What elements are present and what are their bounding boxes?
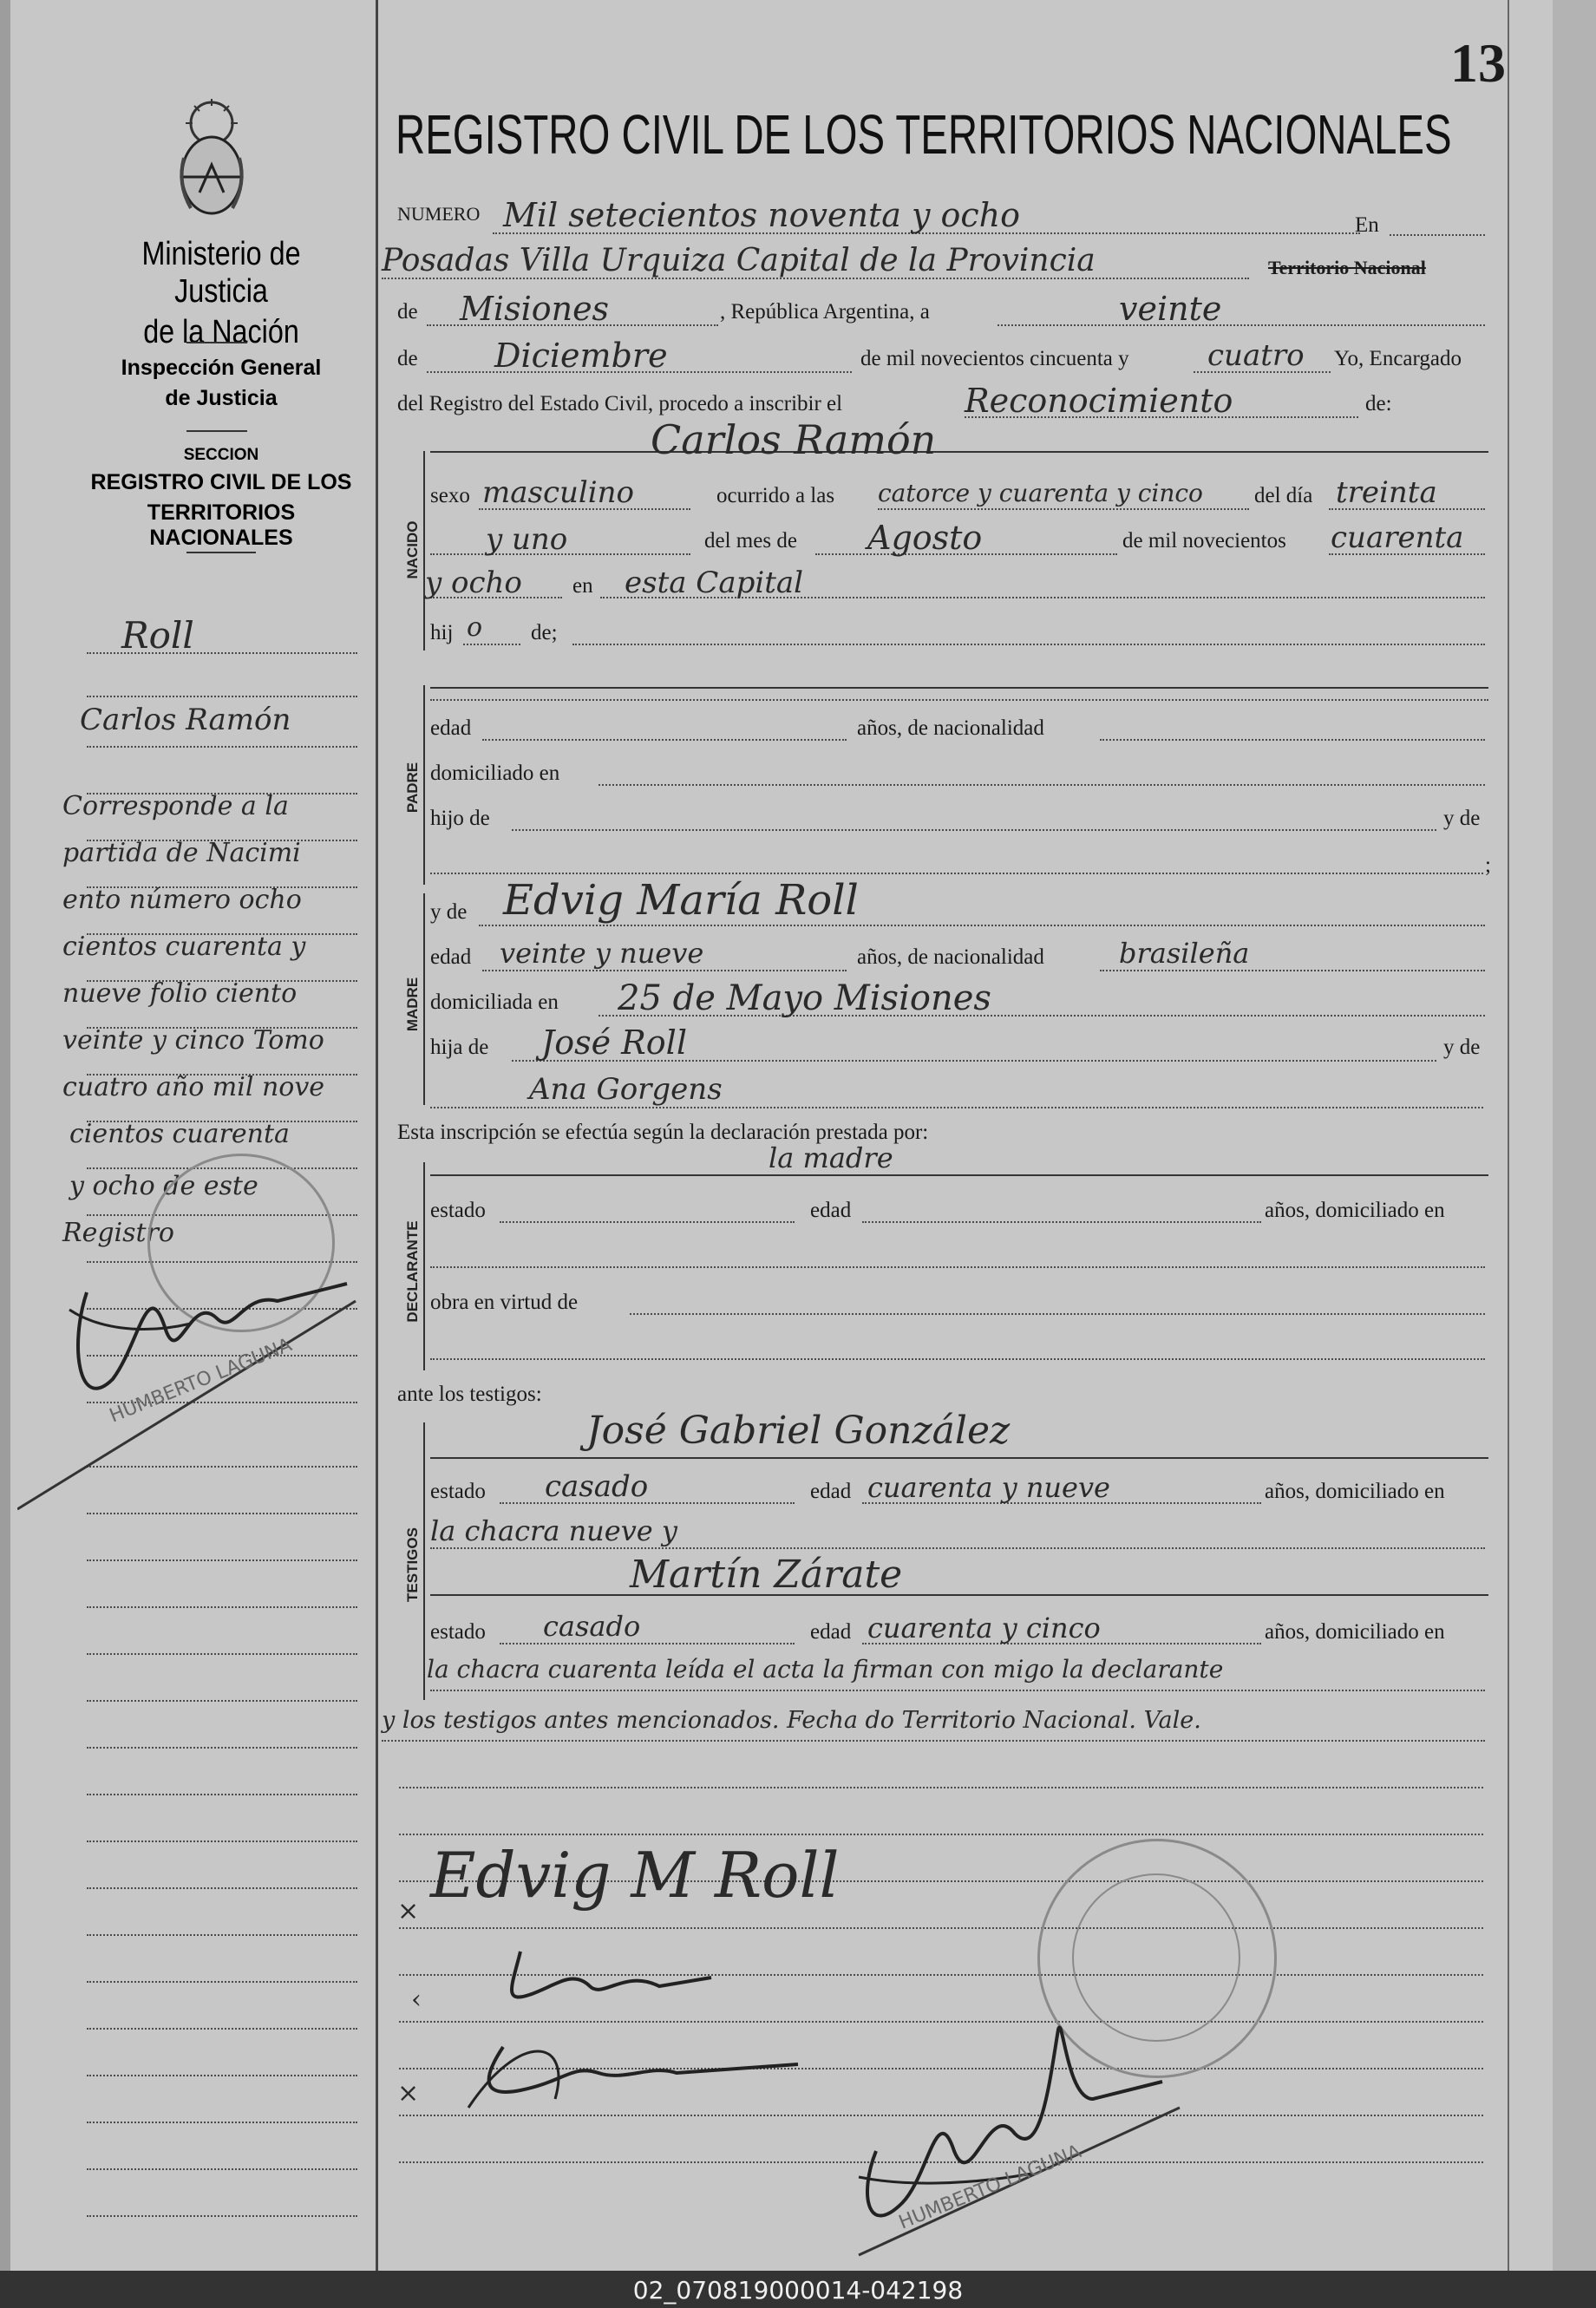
declarante-bracket <box>423 1162 425 1370</box>
nacido-bracket <box>423 451 425 651</box>
form-title: REGISTRO CIVIL DE LOS TERRITORIOS NACIONALES <box>396 103 1452 166</box>
location-value[interactable]: Posadas Villa Urquiza Capital de la Provincia <box>382 243 1096 278</box>
territory-value[interactable]: Misiones <box>460 290 610 328</box>
madre-domiciliada-label: domiciliada en <box>430 991 559 1014</box>
witness1-estado-value[interactable]: casado <box>545 1469 649 1504</box>
mother-father-value[interactable]: José Roll <box>541 1023 687 1062</box>
hour-value[interactable]: catorce y cuarenta y cinco <box>878 479 1203 507</box>
section-name: REGISTRO CIVIL DE LOS <box>90 470 352 494</box>
inspection-name-line2: de Justicia <box>165 386 278 410</box>
margin-note-line: partida de Nacimi <box>62 838 301 868</box>
padre-hijo-de-label: hijo de <box>430 807 490 830</box>
padre-domiciliado-label: domiciliado en <box>430 762 560 785</box>
madre-edad-label: edad <box>430 945 472 969</box>
year-label: de mil novecientos cincuenta y <box>860 347 1129 370</box>
en-place-label: en <box>572 574 593 598</box>
padre-anios-label: años, de nacionalidad <box>857 716 1044 740</box>
signature-mark: × <box>397 2078 420 2109</box>
mother-address-value[interactable]: 25 de Mayo Misiones <box>618 978 991 1018</box>
svg-text:HUMBERTO LAGUNA: HUMBERTO LAGUNA <box>895 2141 1085 2234</box>
de-label: de <box>397 347 418 370</box>
page-number: 13 <box>1450 32 1506 94</box>
witness1-edad-label: edad <box>810 1480 852 1503</box>
madre-anios-label: años, de nacionalidad <box>857 945 1044 969</box>
year-value[interactable]: cuatro <box>1207 338 1305 373</box>
margin-note-line: cuatro año mil nove <box>62 1072 325 1102</box>
margin-note-line: nueve folio ciento <box>62 978 298 1009</box>
inspection-name: Inspección General <box>121 356 322 380</box>
svg-text:HUMBERTO LAGUNA: HUMBERTO LAGUNA <box>106 1334 296 1428</box>
witness1-edad-value[interactable]: cuarenta y nueve <box>867 1471 1110 1504</box>
section-madre-label: MADRE <box>404 977 421 1032</box>
witness2-estado-value[interactable]: casado <box>543 1610 641 1643</box>
footer-bar <box>0 2271 1596 2308</box>
closing-line-value[interactable]: y los testigos antes mencionados. Fecha do Territorio Nacional. Vale. <box>382 1707 1201 1734</box>
section-testigos-label: TESTIGOS <box>404 1527 421 1602</box>
de-label: de <box>397 300 418 324</box>
padre-edad-label: edad <box>430 716 472 740</box>
margin-surname: Roll <box>121 614 194 657</box>
ministry-heading <box>78 236 364 351</box>
page-edge <box>1553 0 1596 2271</box>
margin-note-line: Corresponde a la <box>62 791 289 821</box>
testigos-label: ante los testigos: <box>397 1383 542 1406</box>
footer-id: 02_070819000014-042198 <box>632 2276 964 2305</box>
margin-note-line: ento número ocho <box>62 885 302 915</box>
declarante-estado-label: estado <box>430 1199 486 1222</box>
mother-nationality-value[interactable]: brasileña <box>1119 937 1250 970</box>
mother-name-value[interactable]: Edvig María Roll <box>503 876 859 925</box>
testigos-bracket <box>423 1422 425 1700</box>
ministry-name: Ministerio de Justicia <box>141 236 301 310</box>
ocurrido-label: ocurrido a las <box>716 484 835 507</box>
hijo-label: hij <box>430 621 454 644</box>
witness1-name-value[interactable]: José Gabriel González <box>586 1409 1011 1453</box>
section-declarante-label: DECLARANTE <box>404 1220 421 1323</box>
madre-hija-de-label: hija de <box>430 1036 489 1059</box>
numero-value[interactable]: Mil setecientos noventa y ocho <box>503 196 1021 234</box>
declarante-anios-label: años, domiciliado en <box>1265 1199 1445 1222</box>
hijo-de-label: de; <box>531 621 558 644</box>
registrar-signature <box>833 1978 1197 2264</box>
madre-y-de-label-2: y de <box>1443 1036 1481 1059</box>
heading-divider <box>186 552 256 553</box>
section-label: SECCION <box>183 446 259 464</box>
witness2-name-value[interactable]: Martín Zárate <box>630 1553 903 1597</box>
witness1-anios-label: años, domiciliado en <box>1265 1480 1445 1503</box>
right-margin-rule <box>1508 0 1509 2271</box>
column-divider <box>376 0 378 2271</box>
year-birth-value[interactable]: cuarenta <box>1331 520 1464 555</box>
child-name-value[interactable]: Carlos Ramón <box>651 416 937 463</box>
de-colon-label: de: <box>1365 392 1392 415</box>
margin-signature <box>17 1240 364 1518</box>
inspection-heading <box>78 356 364 411</box>
signature-mark: × <box>397 1896 420 1926</box>
place-value[interactable]: esta Capital <box>625 566 804 600</box>
witness2-edad-value[interactable]: cuarenta y cinco <box>867 1612 1101 1644</box>
day-birth-value-cont[interactable]: y uno <box>486 522 568 557</box>
witness2-edad-label: edad <box>810 1620 852 1644</box>
inscripcion-label: Esta inscripción se efectúa según la declaración prestada por: <box>397 1121 929 1144</box>
day-value[interactable]: veinte <box>1119 290 1222 328</box>
section-padre-label: PADRE <box>404 762 421 814</box>
margin-note-line: cientos cuarenta <box>69 1119 290 1149</box>
del-mes-label: del mes de <box>704 529 797 552</box>
ministry-name-line2: de la Nación <box>143 314 299 350</box>
witness2-anios-label: años, domiciliado en <box>1265 1620 1445 1644</box>
day-birth-value[interactable]: treinta <box>1336 475 1437 510</box>
en-label: En <box>1355 213 1379 237</box>
month-birth-value[interactable]: Agosto <box>867 519 983 557</box>
sexo-label: sexo <box>430 484 470 507</box>
mother-mother-value[interactable]: Ana Gorgens <box>529 1072 723 1107</box>
margin-note-line: y ocho de este <box>69 1171 258 1201</box>
section-nacido-label: NACIDO <box>404 520 421 579</box>
numero-label: NUMERO <box>397 203 481 225</box>
registro-label: del Registro del Estado Civil, procedo a inscribir el <box>397 392 843 415</box>
witness2-estado-label: estado <box>430 1620 486 1644</box>
month-value[interactable]: Diciembre <box>494 337 668 375</box>
padre-y-de-label: y de <box>1443 807 1481 830</box>
coat-of-arms-emblem <box>173 97 250 219</box>
obra-label: obra en virtud de <box>430 1291 579 1314</box>
year-birth-value-cont[interactable]: y ocho <box>425 566 522 600</box>
margin-note-line: cientos cuarenta y <box>62 932 306 962</box>
section-name-line2: TERRITORIOS NACIONALES <box>147 500 296 550</box>
signature-mother: Edvig M Roll <box>430 1839 840 1912</box>
padre-bracket <box>423 685 425 885</box>
act-type-value[interactable]: Reconocimiento <box>965 382 1233 420</box>
heading-divider <box>186 430 247 432</box>
signature-mark: ‹ <box>411 1984 422 2015</box>
territorio-label: Territorio Nacional <box>1268 257 1426 278</box>
margin-note-line: veinte y cinco Tomo <box>62 1025 324 1056</box>
section-heading <box>78 446 364 551</box>
margin-note-line: Registro <box>62 1218 174 1248</box>
yo-label: Yo, Encargado <box>1334 347 1462 370</box>
sexo-value[interactable]: masculino <box>482 475 635 510</box>
witness2-dom-value[interactable]: la chacra cuarenta leída el acta la firman con migo la declarante <box>427 1655 1224 1684</box>
margin-given-name: Carlos Ramón <box>80 703 291 737</box>
madre-bracket <box>423 893 425 1105</box>
declarant-value[interactable]: la madre <box>769 1141 893 1174</box>
hijo-value[interactable]: o <box>467 612 483 643</box>
witness1-dom-value[interactable]: la chacra nueve y <box>430 1514 677 1547</box>
madre-y-de-label: y de <box>430 900 468 924</box>
del-dia-label: del día <box>1254 484 1313 507</box>
republica-label: , República Argentina, a <box>720 300 930 324</box>
mil-label: de mil novecientos <box>1122 529 1286 552</box>
padre-semicolon: ; <box>1485 853 1491 877</box>
mother-age-value[interactable]: veinte y nueve <box>500 937 704 970</box>
heading-divider <box>186 342 247 343</box>
binding-edge <box>0 0 10 2271</box>
declarante-edad-label: edad <box>810 1199 852 1222</box>
witness1-estado-label: estado <box>430 1480 486 1503</box>
